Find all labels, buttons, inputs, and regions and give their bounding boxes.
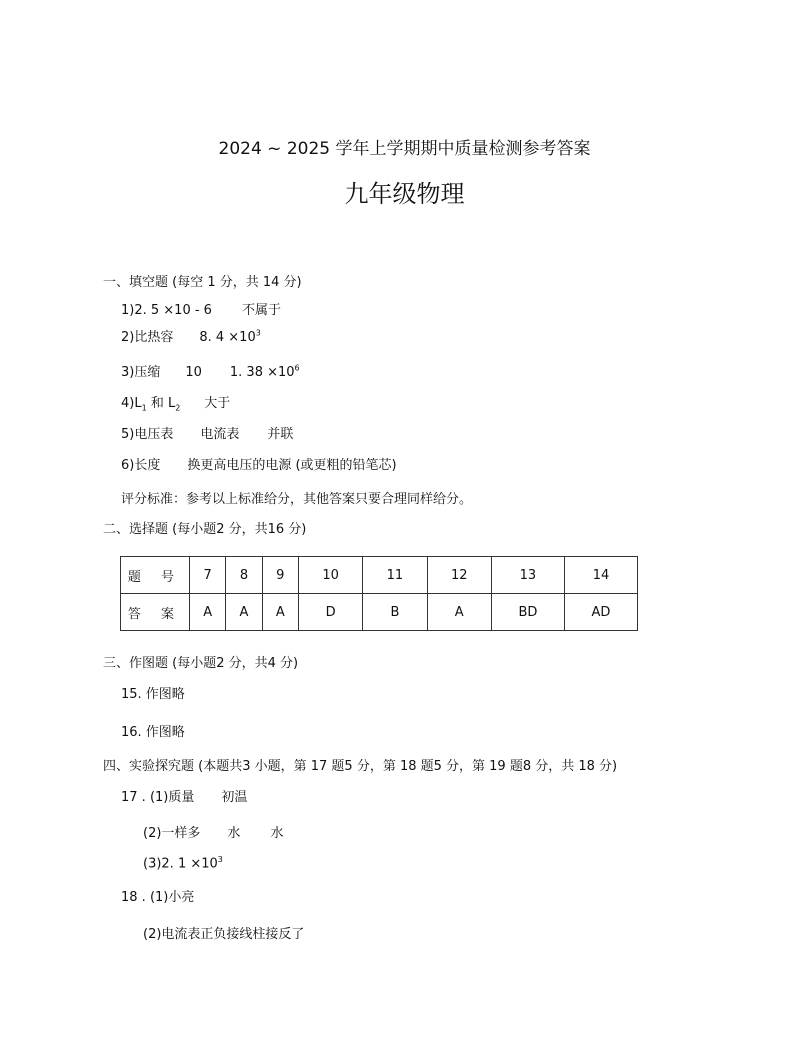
table-cell: 9 <box>262 557 298 594</box>
answer-line-17-3 <box>143 855 223 871</box>
section-3-heading: 三、作图题 (每小题2 分，共4 分) <box>103 656 299 671</box>
answer-line-18-1: 18 . (1)小亮 <box>121 890 195 905</box>
table-row <box>121 594 638 631</box>
table-cell: B <box>363 594 427 631</box>
answer-text: 1. 38 ×10 <box>229 365 295 380</box>
answer-line-15: 15. 作图略 <box>121 687 185 702</box>
table-cell: AD <box>564 594 637 631</box>
table-cell: A <box>190 594 226 631</box>
answer-text: 5)电压表 <box>121 427 174 442</box>
table-cell: 7 <box>190 557 226 594</box>
exponent: 6 <box>294 363 300 373</box>
page-title: 2024 ~ 2025 学年上学期期中质量检测参考答案 <box>218 139 591 159</box>
table-cell: 8 <box>226 557 262 594</box>
page-subtitle: 九年级物理 <box>344 180 465 208</box>
table-row <box>121 557 638 594</box>
answer-table <box>120 556 638 631</box>
section-1-heading: 一、填空题 (每空 1 分，共 14 分) <box>103 275 302 290</box>
subscript: 2 <box>175 403 181 413</box>
scoring-note: 评分标准：参考以上标准给分，其他答案只要合理同样给分。 <box>121 492 473 507</box>
answer-text: 10 <box>185 365 202 380</box>
exponent: 3 <box>217 855 223 864</box>
table-cell: D <box>298 594 362 631</box>
subscript: 1 <box>141 403 147 413</box>
answer-text: 电流表 <box>200 427 240 442</box>
table-header-cell: 答 案 <box>121 594 190 631</box>
exponent: 3 <box>255 328 261 338</box>
answer-line-16: 16. 作图略 <box>121 725 185 740</box>
answer-line-4 <box>121 392 230 413</box>
answer-line-18-2: (2)电流表正负接线柱接反了 <box>143 927 305 942</box>
table-cell: 12 <box>427 557 491 594</box>
answer-text: 3)压缩 <box>121 365 161 380</box>
answer-text: 8. 4 ×10 <box>199 330 256 345</box>
answer-text: 水 <box>270 826 284 841</box>
answer-text: 并联 <box>267 427 294 442</box>
answer-text: 2)比热容 <box>121 330 174 345</box>
answer-text: 大于 <box>204 396 231 411</box>
answer-text: 换更高电压的电源 (或更粗的铅笔芯) <box>187 458 397 473</box>
answer-text: 不属于 <box>241 303 281 318</box>
answer-line-2 <box>121 326 261 345</box>
section-4-heading: 四、实验探究题 (本题共3 小题，第 17 题5 分，第 18 题5 分，第 19 题8 分，共 18 分) <box>103 759 618 774</box>
answer-text: (3)2. 1 ×10 <box>143 856 218 872</box>
table-header-cell: 题 号 <box>121 557 190 594</box>
answer-text: 1)2. 5 ×10 - 6 <box>121 303 212 318</box>
table-cell: A <box>262 594 298 631</box>
answer-line-5 <box>121 423 293 442</box>
section-2-heading: 二、选择题 (每小题2 分，共16 分) <box>103 522 307 537</box>
answer-text: 初温 <box>221 790 248 805</box>
answer-text: 6)长度 <box>121 458 161 473</box>
answer-line-6 <box>121 454 397 473</box>
table-cell: 11 <box>363 557 427 594</box>
answer-text: 17 . (1)质量 <box>121 790 195 805</box>
answer-line-3 <box>121 361 300 380</box>
answer-text: (2)一样多 <box>143 826 201 841</box>
table-cell: 10 <box>298 557 362 594</box>
table-cell: 14 <box>564 557 637 594</box>
table-cell: BD <box>491 594 564 631</box>
table-cell: A <box>226 594 262 631</box>
table-cell: A <box>427 594 491 631</box>
answer-line-17-2 <box>143 822 283 841</box>
answer-line-1 <box>121 299 281 318</box>
answer-text: 水 <box>227 826 241 841</box>
answer-line-17-1 <box>121 786 247 805</box>
answer-text: 和 L <box>146 396 176 411</box>
table-cell: 13 <box>491 557 564 594</box>
answer-text: 4)L <box>121 396 142 411</box>
